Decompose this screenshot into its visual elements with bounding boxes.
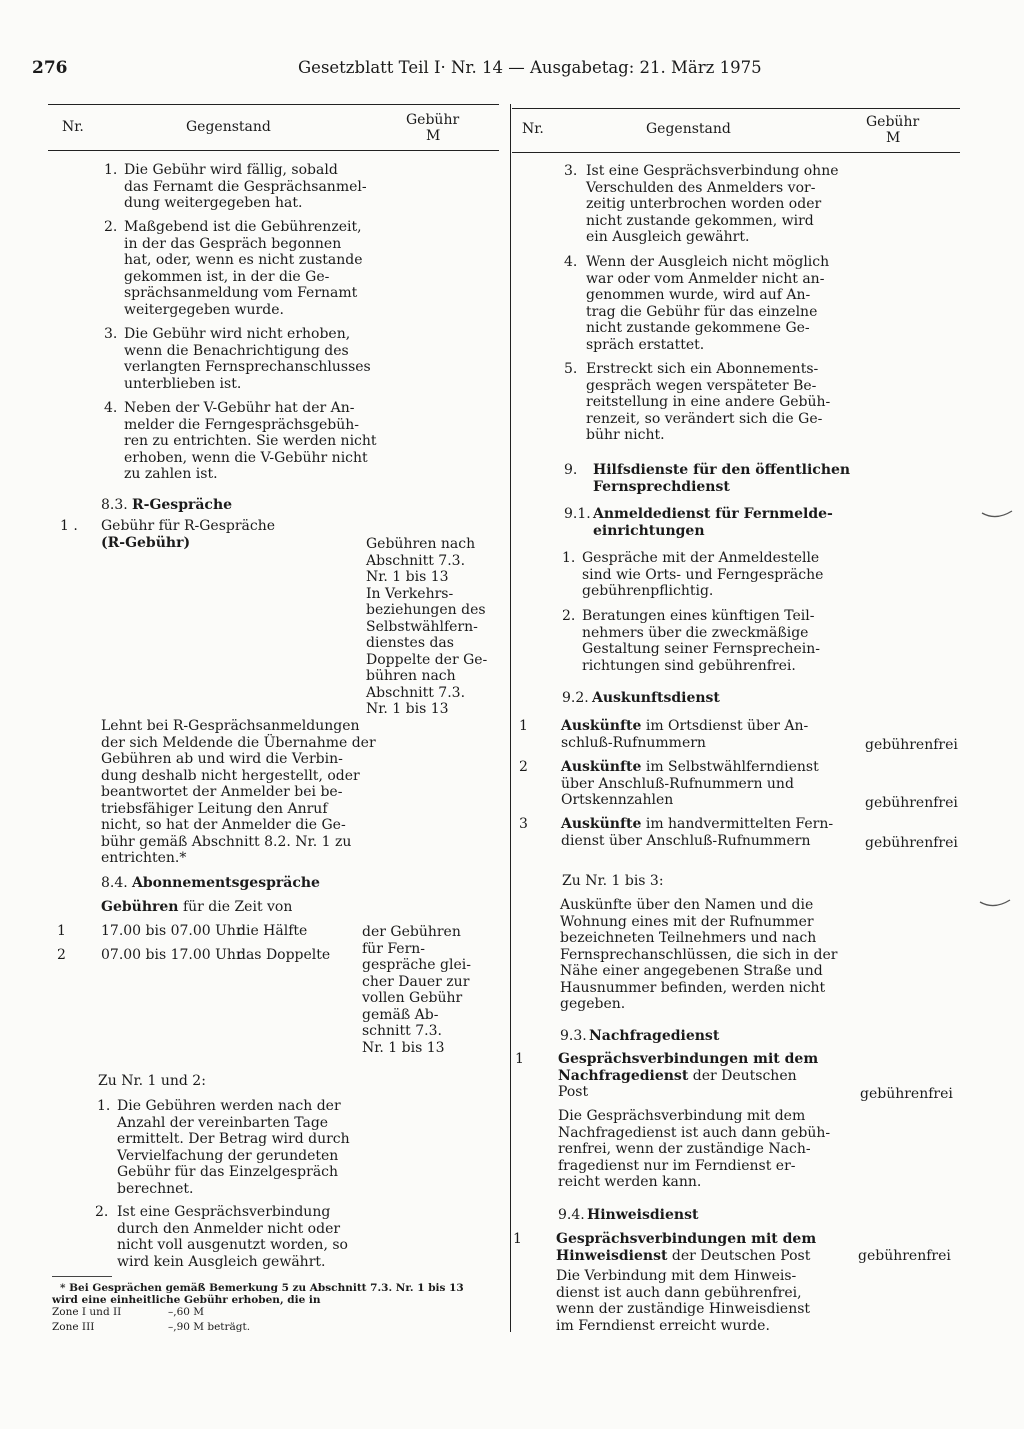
note-number: 1. xyxy=(104,162,118,178)
note-line: nehmers über die zweckmäßige xyxy=(582,624,809,641)
note-line: nicht zustande gekommen, wird xyxy=(586,212,814,229)
row-subject-line: dienst über Anschluß-Rufnummern xyxy=(561,832,811,849)
row-number: 1 xyxy=(513,1231,522,1247)
paragraph-line: wenn der zuständige Hinweisdienst xyxy=(556,1301,811,1317)
row-subject-line: Ortskennzahlen xyxy=(561,792,674,808)
row-subject-text: im handvermittelten Fern- xyxy=(641,816,834,832)
note-line: Gestaltung seiner Fernsprechein- xyxy=(582,641,820,657)
fee-line: In Verkehrs- xyxy=(366,585,454,602)
note-number: 2. xyxy=(562,608,576,624)
section-number: 9.2. xyxy=(562,690,589,706)
row-fee: gebührenfrei xyxy=(865,737,958,753)
row-subject-text: der Deutschen xyxy=(688,1067,797,1084)
abo-intro xyxy=(101,899,292,916)
row-subject-bold: Gesprächsverbindungen mit dem xyxy=(556,1231,817,1247)
section-title: Abonnementsgespräche xyxy=(132,875,320,891)
section-title: R-Gespräche xyxy=(132,497,233,513)
note-line: ermittelt. Der Betrag wird durch xyxy=(117,1131,350,1147)
row-subject-bold: Gesprächsverbindungen mit dem xyxy=(558,1051,819,1067)
note-line: Anzahl der vereinbarten Tage xyxy=(117,1114,329,1131)
paragraph-line: Nachfragedienst ist auch dann gebüh- xyxy=(558,1124,831,1141)
note-line: gekommen ist, in der die Ge- xyxy=(124,268,330,285)
note-line: in der das Gespräch begonnen xyxy=(124,235,342,252)
paragraph-line: Die Gesprächsverbindung mit dem xyxy=(558,1108,806,1124)
paragraph-line: entrichten.* xyxy=(101,850,187,866)
row-number: 1 xyxy=(57,923,66,939)
note-line: Erstreckt sich ein Abonnements- xyxy=(586,361,819,377)
note-line: nicht voll ausgenutzt worden, so xyxy=(117,1237,348,1253)
fee-line: Doppelte der Ge- xyxy=(366,651,488,668)
fee-line: schnitt 7.3. xyxy=(362,1023,442,1039)
note-line: Maßgebend ist die Gebührenzeit, xyxy=(124,219,362,235)
note-line: zu zahlen ist. xyxy=(124,466,218,482)
note-line: trag die Gebühr für das einzelne xyxy=(586,303,818,320)
section-number: 9.1. xyxy=(564,506,591,522)
note-line: Ist eine Gesprächsverbindung ohne xyxy=(586,163,839,179)
note-number: 5. xyxy=(564,361,578,377)
left-head-nr: Nr. xyxy=(62,119,84,135)
row-subject-line: Post xyxy=(558,1084,589,1100)
right-head-gegenstand: Gegenstand xyxy=(646,121,731,137)
note-number: 4. xyxy=(564,254,578,270)
note-line: richtungen sind gebührenfrei. xyxy=(582,657,796,674)
row-number: 3 xyxy=(519,816,528,832)
note-line: reitstellung in eine andere Gebüh- xyxy=(586,394,831,410)
row-subject-bold: Auskünfte xyxy=(561,759,642,775)
note-line: zeitig unterbrochen worden oder xyxy=(586,196,822,212)
note-line: Vervielfachung der gerundeten xyxy=(117,1147,339,1164)
paragraph-line: Gebühren ab und wird die Verbin- xyxy=(101,751,343,767)
note-number: 3. xyxy=(104,326,118,342)
note-line: hat, oder, wenn es nicht zustande xyxy=(124,252,363,268)
row-fee: gebührenfrei xyxy=(865,795,958,811)
paragraph-line: beantwortet der Anmelder bei be- xyxy=(101,784,343,800)
row-subject-text: der Deutschen Post xyxy=(667,1247,811,1264)
section-number: 9.3. xyxy=(560,1028,587,1044)
note-line: Die Gebühr wird nicht erhoben, xyxy=(124,326,351,342)
note-line: das Fernamt die Gesprächsanmel- xyxy=(124,178,367,195)
note-line: unterblieben ist. xyxy=(124,375,242,392)
right-table-head-rule xyxy=(512,152,960,153)
page-header-title: Gesetzblatt Teil I· Nr. 14 — Ausgabetag: 21. März 1975 xyxy=(298,58,762,77)
fee-line: Abschnitt 7.3. xyxy=(366,552,466,569)
page-number: 276 xyxy=(32,58,68,78)
right-head-m: M xyxy=(886,130,901,146)
note-line: nicht zustande gekommene Ge- xyxy=(586,320,810,336)
note-number: 2. xyxy=(95,1204,109,1220)
row-subject xyxy=(561,759,819,776)
row-subject-bold: Auskünfte xyxy=(561,718,642,734)
paragraph-line: Die Verbindung mit dem Hinweis- xyxy=(556,1268,797,1284)
paragraph-line: nicht, so hat der Anmelder die Ge- xyxy=(101,817,346,833)
paragraph-line: bühr gemäß Abschnitt 8.2. Nr. 1 zu xyxy=(101,833,352,850)
left-head-gegenstand: Gegenstand xyxy=(186,119,271,135)
abo-part: die Hälfte xyxy=(237,923,308,939)
fee-line: dienstes das xyxy=(366,635,454,651)
footnote-zone-value: –,90 M beträgt. xyxy=(168,1321,251,1333)
fee-line: gespräche glei- xyxy=(362,957,471,973)
row-number: 1 xyxy=(515,1051,524,1067)
paragraph-line: dung deshalb nicht hergestellt, oder xyxy=(101,767,360,784)
footnote-line: wird eine einheitliche Gebühr erhoben, die in xyxy=(52,1294,321,1306)
note-line: sind wie Orts- und Ferngespräche xyxy=(582,566,824,583)
note-line: renzeit, so verändert sich die Ge- xyxy=(586,410,823,427)
paragraph-line: renfrei, wenn der zuständige Nach- xyxy=(558,1141,811,1157)
note-line: spräch erstattet. xyxy=(586,336,705,353)
paragraph-line: fragedienst nur im Ferndienst er- xyxy=(558,1157,796,1174)
footnote-zone-label: Zone III xyxy=(52,1321,95,1333)
row-number: 1 xyxy=(519,718,528,734)
row-subject-line: schluß-Rufnummern xyxy=(561,734,706,751)
note-heading: Zu Nr. 1 und 2: xyxy=(98,1073,206,1089)
right-head-nr: Nr. xyxy=(522,121,544,137)
abo-intro-bold: Gebühren xyxy=(101,899,179,915)
note-line: gespräch wegen verspäteter Be- xyxy=(586,377,817,394)
footnote-zone-value: –,60 M xyxy=(168,1306,205,1318)
paragraph-line: im Ferndienst erreicht wurde. xyxy=(556,1317,770,1334)
section-title: Auskunftsdienst xyxy=(592,690,720,706)
section-title: Anmeldedienst für Fernmelde- xyxy=(593,506,833,522)
fee-line: gemäß Ab- xyxy=(362,1006,439,1023)
fee-line: beziehungen des xyxy=(366,602,486,618)
left-table-head-rule xyxy=(48,150,499,151)
note-line: dung weitergegeben hat. xyxy=(124,195,303,211)
note-heading: Zu Nr. 1 bis 3: xyxy=(562,873,664,889)
paragraph-line: triebsfähiger Leitung den Anruf xyxy=(101,800,328,817)
row-fee: gebührenfrei xyxy=(858,1248,951,1264)
paragraph-line: Hausnummer befinden, werden nicht xyxy=(560,979,826,996)
row-subject-text: im Selbstwählferndienst xyxy=(641,759,819,775)
paragraph-line: Wohnung eines mit der Rufnummer xyxy=(560,913,814,930)
row-subject-text: im Ortsdienst über An- xyxy=(641,718,809,734)
note-line: berechnet. xyxy=(117,1180,194,1197)
row-subject-bold: Hinweisdienst xyxy=(556,1247,668,1264)
fee-line: Nr. 1 bis 13 xyxy=(366,569,449,585)
note-line: ren zu entrichten. Sie werden nicht xyxy=(124,433,377,449)
note-line: erhoben, wenn die V-Gebühr nicht xyxy=(124,449,368,466)
section-title: Hinweisdienst xyxy=(587,1207,699,1223)
paragraph-line: gegeben. xyxy=(560,996,626,1012)
note-line: Die Gebühren werden nach der xyxy=(117,1098,341,1114)
fee-line: Selbstwählfern- xyxy=(366,618,478,635)
left-table-top-rule xyxy=(48,104,499,105)
column-divider xyxy=(510,104,511,1332)
paragraph-line: Fernsprechanschlüssen, die sich in der xyxy=(560,946,838,963)
footnote-zone-label: Zone I und II xyxy=(52,1306,122,1318)
row-number: 1 . xyxy=(60,518,78,534)
note-line: weitergegeben wurde. xyxy=(124,301,284,318)
paragraph-line: Nähe einer angegebenen Straße und xyxy=(560,963,823,979)
note-number: 2. xyxy=(104,219,118,235)
paragraph-line: dienst ist auch dann gebührenfrei, xyxy=(556,1284,802,1301)
note-line: verlangten Fernsprechanschlusses xyxy=(124,359,371,375)
note-number: 1. xyxy=(97,1098,111,1114)
fee-line: der Gebühren xyxy=(362,924,461,940)
abo-part: das Doppelte xyxy=(237,947,331,963)
row-subject xyxy=(558,1068,797,1085)
note-line: gebührenpflichtig. xyxy=(582,583,714,599)
section-title: einrichtungen xyxy=(593,522,705,539)
row-number: 2 xyxy=(57,947,66,963)
fee-line: vollen Gebühr xyxy=(362,990,463,1006)
scan-mark-icon xyxy=(978,895,1012,911)
abo-intro-rest: für die Zeit von xyxy=(182,899,293,915)
fee-line: Nr. 1 bis 13 xyxy=(366,701,449,717)
right-table-top-rule xyxy=(512,108,960,109)
fee-line: für Fern- xyxy=(362,940,426,957)
paragraph-line: der sich Meldende die Übernahme der xyxy=(101,734,376,751)
note-line: Neben der V-Gebühr hat der An- xyxy=(124,400,355,416)
footnote-rule xyxy=(52,1276,112,1277)
paragraph-line: bezeichneten Teilnehmers und nach xyxy=(560,930,817,946)
row-fee: gebührenfrei xyxy=(865,835,958,851)
note-line: genommen wurde, wird auf An- xyxy=(586,287,811,303)
row-subject-line: über Anschluß-Rufnummern und xyxy=(561,775,794,792)
note-line: war oder vom Anmelder nicht an- xyxy=(586,270,825,287)
note-line: Gebühr für das Einzelgespräch xyxy=(117,1164,339,1180)
note-number: 1. xyxy=(562,550,576,566)
row-subject xyxy=(556,1248,810,1265)
scan-mark-icon xyxy=(980,505,1014,521)
note-line: Verschulden des Anmelders vor- xyxy=(586,179,816,196)
note-line: Beratungen eines künftigen Teil- xyxy=(582,608,815,624)
left-head-m: M xyxy=(426,128,441,144)
section-title: Nachfragedienst xyxy=(589,1028,720,1044)
section-number: 8.3. xyxy=(101,497,128,513)
paragraph-line: Auskünfte über den Namen und die xyxy=(560,897,814,913)
section-number: 9.4. xyxy=(558,1207,585,1223)
note-number: 3. xyxy=(564,163,578,179)
right-head-gebuehr: Gebühr xyxy=(866,114,920,130)
abo-time: 07.00 bis 17.00 Uhr xyxy=(101,947,243,963)
fee-line: cher Dauer zur xyxy=(362,973,470,990)
note-line: Wenn der Ausgleich nicht möglich xyxy=(586,254,830,270)
footnote-line: * Bei Gesprächen gemäß Bemerkung 5 zu Abschnitt 7.3. Nr. 1 bis 13 xyxy=(60,1282,464,1294)
note-line: Gespräche mit der Anmeldestelle xyxy=(582,550,820,566)
section-title: Hilfsdienste für den öffentlichen xyxy=(593,462,851,478)
section-number: 8.4. xyxy=(101,875,128,891)
note-line: melder die Ferngesprächsgebüh- xyxy=(124,416,359,433)
note-line: sprächsanmeldung vom Fernamt xyxy=(124,285,358,301)
row-subject xyxy=(561,718,808,735)
paragraph-line: Lehnt bei R-Gesprächsanmeldungen xyxy=(101,718,360,734)
row-fee: gebührenfrei xyxy=(860,1086,953,1102)
paragraph-line: reicht werden kann. xyxy=(558,1174,702,1190)
note-line: ein Ausgleich gewährt. xyxy=(586,229,750,245)
note-line: wenn die Benachrichtigung des xyxy=(124,342,349,359)
fee-line: Abschnitt 7.3. xyxy=(366,684,466,701)
note-line: Ist eine Gesprächsverbindung xyxy=(117,1204,331,1220)
fee-line: bühren nach xyxy=(366,668,456,684)
row-subject-bold: Auskünfte xyxy=(561,816,642,832)
row-subject-bold: (R-Gebühr) xyxy=(101,534,191,551)
section-number: 9. xyxy=(564,462,578,478)
note-number: 4. xyxy=(104,400,118,416)
fee-line: Gebühren nach xyxy=(366,536,476,552)
row-subject xyxy=(561,816,833,833)
row-number: 2 xyxy=(519,759,528,775)
left-head-gebuehr: Gebühr xyxy=(406,112,460,128)
note-line: bühr nicht. xyxy=(586,427,665,443)
note-line: Die Gebühr wird fällig, sobald xyxy=(124,162,338,178)
abo-time: 17.00 bis 07.00 Uhr xyxy=(101,923,243,939)
section-title: Fernsprechdienst xyxy=(593,478,730,495)
fee-line: Nr. 1 bis 13 xyxy=(362,1039,445,1056)
note-line: durch den Anmelder nicht oder xyxy=(117,1220,341,1237)
note-line: wird kein Ausgleich gewährt. xyxy=(117,1253,326,1270)
row-subject: Gebühr für R-Gespräche xyxy=(101,518,276,534)
row-subject-bold: Nachfragedienst xyxy=(558,1067,689,1084)
